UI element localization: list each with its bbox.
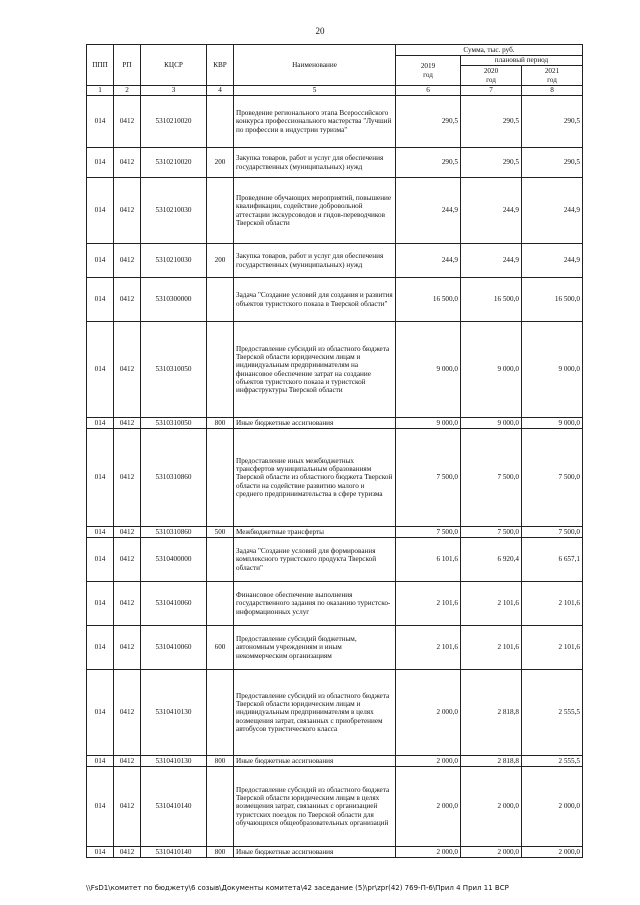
cell-amount-2019: 7 500,0 [396,527,461,538]
cell-amount-2019: 290,5 [396,96,461,148]
cell-kvr [207,322,234,418]
cell-ppp: 014 [87,322,114,418]
cell-ppp: 014 [87,244,114,278]
cell-amount-2019: 2 101,6 [396,582,461,626]
cell-ppp: 014 [87,429,114,527]
cell-rp: 0412 [114,278,141,322]
table-row [87,148,583,178]
column-number: 6 [396,86,461,96]
cell-name: Предоставление субсидий бюджетным, автономным учреждениям и иным некоммерческим организациям [234,626,396,670]
planned-period-header: плановый период [461,56,583,66]
col-header-kcsr: КЦСР [141,45,207,86]
cell-kvr: 800 [207,418,234,429]
cell-amount-2021: 2 101,6 [522,626,583,670]
cell-amount-2020: 2 101,6 [461,582,522,626]
cell-kcsr: 5310410140 [141,767,207,847]
cell-kcsr: 5310410060 [141,626,207,670]
cell-amount-2019: 2 000,0 [396,847,461,858]
cell-kvr [207,96,234,148]
cell-name: Закупка товаров, работ и услуг для обеспечения государственных (муниципальных) нужд [234,148,396,178]
col-header-name: Наименование [234,45,396,86]
table-row [87,527,583,538]
cell-name: Иные бюджетные ассигнования [234,847,396,858]
cell-amount-2020: 9 000,0 [461,322,522,418]
column-number: 5 [234,86,396,96]
cell-kcsr: 5310310860 [141,527,207,538]
table-body [87,96,583,858]
cell-name: Проведение обучающих мероприятий, повышение квалификации, содействие добровольной аттестации экскурсоводов и гидов-переводчиков Тверской области [234,178,396,244]
cell-kvr [207,178,234,244]
cell-amount-2020: 9 000,0 [461,418,522,429]
page-number: 20 [315,26,325,36]
cell-amount-2021: 6 657,1 [522,538,583,582]
cell-name: Предоставление иных межбюджетных трансфертов муниципальным образованиям Тверской области из областного бюджета Тверской области на содействие развитию малого и среднего предпринимательства в сфере туризма [234,429,396,527]
table-row [87,244,583,278]
table-row [87,178,583,244]
file-path-footer: \\FsD1\комитет по бюджету\6 созыв\Документы комитета\42 заседание (5)\pr\zpr(42) 769-П-6\Прил 4 Прил 11 ВСР [86,884,509,892]
table-row [87,670,583,756]
cell-amount-2020: 7 500,0 [461,429,522,527]
cell-ppp: 014 [87,538,114,582]
cell-rp: 0412 [114,670,141,756]
cell-kvr [207,429,234,527]
cell-amount-2021: 2 555,5 [522,756,583,767]
cell-amount-2020: 2 000,0 [461,767,522,847]
cell-ppp: 014 [87,847,114,858]
cell-rp: 0412 [114,418,141,429]
cell-amount-2021: 2 000,0 [522,767,583,847]
cell-ppp: 014 [87,767,114,847]
cell-name: Иные бюджетные ассигнования [234,418,396,429]
col-header-2020: 2020 год [461,66,522,86]
cell-ppp: 014 [87,418,114,429]
cell-amount-2021: 2 555,5 [522,670,583,756]
cell-rp: 0412 [114,429,141,527]
cell-amount-2019: 290,5 [396,148,461,178]
cell-amount-2019: 9 000,0 [396,322,461,418]
cell-kcsr: 5310410130 [141,756,207,767]
cell-amount-2020: 16 500,0 [461,278,522,322]
cell-ppp: 014 [87,756,114,767]
cell-kcsr: 5310410140 [141,847,207,858]
cell-kcsr: 5310310050 [141,418,207,429]
column-number: 2 [114,86,141,96]
cell-ppp: 014 [87,626,114,670]
cell-name: Предоставление субсидий из областного бюджета Тверской области юридическим лицам и индивидуальным предпринимателям в целях возмещения затрат, связанных с приобретением автобусов туристического класса [234,670,396,756]
table-row [87,756,583,767]
cell-name: Закупка товаров, работ и услуг для обеспечения государственных (муниципальных) нужд [234,244,396,278]
cell-ppp: 014 [87,670,114,756]
table-row [87,626,583,670]
cell-rp: 0412 [114,538,141,582]
cell-amount-2021: 244,9 [522,244,583,278]
cell-kcsr: 5310210020 [141,96,207,148]
cell-kcsr: 5310210030 [141,244,207,278]
cell-ppp: 014 [87,178,114,244]
cell-kvr: 200 [207,148,234,178]
cell-ppp: 014 [87,278,114,322]
cell-kcsr: 5310400000 [141,538,207,582]
cell-amount-2021: 7 500,0 [522,527,583,538]
cell-amount-2020: 7 500,0 [461,527,522,538]
cell-amount-2020: 2 101,6 [461,626,522,670]
cell-amount-2021: 2 000,0 [522,847,583,858]
cell-name: Предоставление субсидий из областного бюджета Тверской области юридическим лицам и индивидуальным предпринимателям на финансовое обеспечение затрат на создание объектов туристского показа и туристской инфраструктуры Тверской области [234,322,396,418]
cell-amount-2020: 6 920,4 [461,538,522,582]
cell-amount-2019: 244,9 [396,178,461,244]
cell-amount-2019: 2 000,0 [396,756,461,767]
cell-amount-2021: 244,9 [522,178,583,244]
cell-ppp: 014 [87,148,114,178]
cell-amount-2021: 290,5 [522,148,583,178]
column-number: 8 [522,86,583,96]
cell-kcsr: 5310410130 [141,670,207,756]
cell-amount-2020: 244,9 [461,178,522,244]
cell-amount-2021: 16 500,0 [522,278,583,322]
cell-kvr [207,538,234,582]
cell-name: Задача "Создание условий для формирования комплексного туристского продукта Тверской области" [234,538,396,582]
budget-table [86,44,583,858]
cell-kcsr: 5310310050 [141,322,207,418]
sum-header: Сумма, тыс. руб. [396,45,583,56]
column-number: 1 [87,86,114,96]
cell-amount-2019: 2 000,0 [396,670,461,756]
cell-rp: 0412 [114,756,141,767]
table-row [87,418,583,429]
cell-kcsr: 5310210020 [141,148,207,178]
cell-amount-2019: 16 500,0 [396,278,461,322]
cell-kvr: 800 [207,847,234,858]
cell-amount-2019: 2 000,0 [396,767,461,847]
cell-name: Проведение регионального этапа Всероссийского конкурса профессионального мастерства "Лучший по профессии в индустрии туризма" [234,96,396,148]
table-row [87,847,583,858]
cell-amount-2021: 7 500,0 [522,429,583,527]
cell-ppp: 014 [87,582,114,626]
cell-name: Задача "Создание условий для создания и развития объектов туристского показа в Тверской области" [234,278,396,322]
column-number-row [87,86,583,96]
cell-ppp: 014 [87,96,114,148]
cell-amount-2020: 290,5 [461,148,522,178]
cell-rp: 0412 [114,767,141,847]
cell-name: Иные бюджетные ассигнования [234,756,396,767]
cell-rp: 0412 [114,847,141,858]
col-header-rp: РП [114,45,141,86]
cell-amount-2020: 244,9 [461,244,522,278]
cell-kcsr: 5310410060 [141,582,207,626]
cell-kvr: 500 [207,527,234,538]
col-header-ppp: ППП [87,45,114,86]
col-header-2021: 2021 год [522,66,583,86]
cell-name: Финансовое обеспечение выполнения государственного задания по оказанию туристско-информационных услуг [234,582,396,626]
table-row [87,429,583,527]
cell-amount-2020: 2 818,8 [461,670,522,756]
cell-kvr [207,278,234,322]
cell-amount-2021: 290,5 [522,96,583,148]
cell-kvr: 600 [207,626,234,670]
cell-kvr: 800 [207,756,234,767]
cell-amount-2020: 2 000,0 [461,847,522,858]
cell-rp: 0412 [114,626,141,670]
col-header-kvr: КВР [207,45,234,86]
cell-rp: 0412 [114,148,141,178]
cell-amount-2019: 6 101,6 [396,538,461,582]
cell-amount-2021: 9 000,0 [522,322,583,418]
table-row [87,767,583,847]
cell-kvr [207,582,234,626]
cell-rp: 0412 [114,527,141,538]
table-row [87,278,583,322]
cell-rp: 0412 [114,582,141,626]
cell-kvr [207,670,234,756]
cell-kvr: 200 [207,244,234,278]
cell-amount-2020: 2 818,8 [461,756,522,767]
table-row [87,322,583,418]
cell-amount-2020: 290,5 [461,96,522,148]
cell-rp: 0412 [114,178,141,244]
table-row [87,538,583,582]
cell-name: Предоставление субсидий из областного бюджета Тверской области юридическим лицам в целях возмещения затрат, связанных с организацией туристских поездок по Тверской области для обучающихся общеобразовательных организаций [234,767,396,847]
cell-kcsr: 5310210030 [141,178,207,244]
cell-amount-2019: 9 000,0 [396,418,461,429]
cell-kcsr: 5310310860 [141,429,207,527]
table-row [87,582,583,626]
cell-amount-2019: 7 500,0 [396,429,461,527]
cell-amount-2021: 9 000,0 [522,418,583,429]
column-number: 3 [141,86,207,96]
column-number: 7 [461,86,522,96]
table-header [87,45,583,96]
cell-amount-2019: 244,9 [396,244,461,278]
cell-rp: 0412 [114,244,141,278]
column-number: 4 [207,86,234,96]
col-header-2019: 2019 год [396,56,461,86]
cell-amount-2019: 2 101,6 [396,626,461,670]
cell-rp: 0412 [114,322,141,418]
cell-kcsr: 5310300000 [141,278,207,322]
cell-ppp: 014 [87,527,114,538]
cell-kvr [207,767,234,847]
cell-name: Межбюджетные трансферты [234,527,396,538]
cell-rp: 0412 [114,96,141,148]
cell-amount-2021: 2 101,6 [522,582,583,626]
table-row [87,96,583,148]
